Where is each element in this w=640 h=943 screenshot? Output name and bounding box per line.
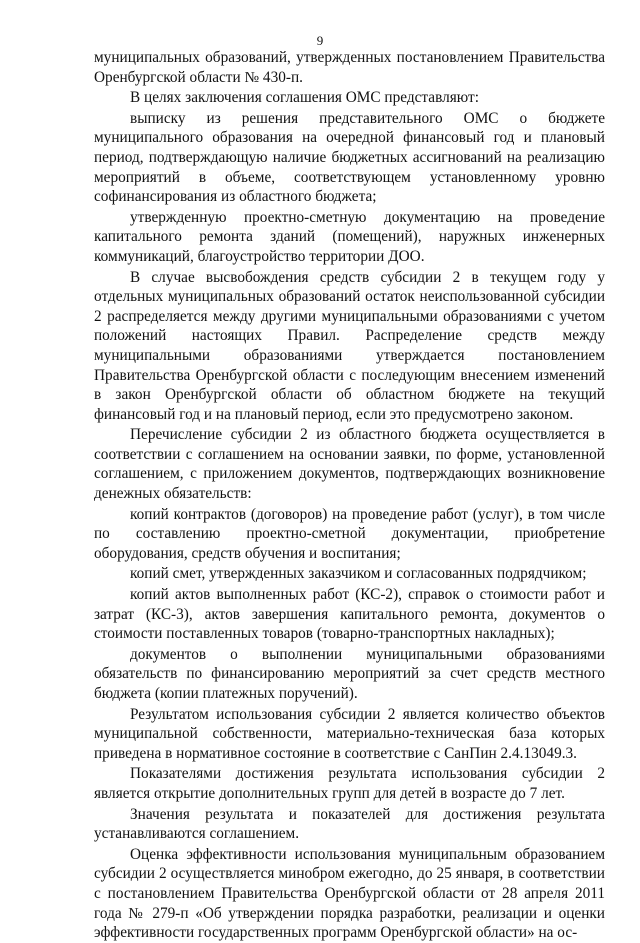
paragraph-values: Значения результата и показателей для достижения результата устанавливаются соглашением. <box>94 805 605 843</box>
paragraph-oms-intro: В целях заключения соглашения ОМС представляют: <box>130 89 479 107</box>
paragraph-indicators: Показателями достижения результата использования субсидии 2 является открытие дополнительных групп для детей в возрасте до 7 лет. <box>94 765 605 802</box>
paragraph-efficiency: Оценка эффективности использования муниципальным образованием субсидии 2 осуществляется минобром ежегодно, до 25 января, в соответствии с постановлением Правительства Оренбургской области от 28 апреля 2011 года № 279-п «Об утверждении порядка разработки, реализации и оценки эффективности государственных программ Оренбургской области» на ос- <box>94 845 605 942</box>
page-number: 9 <box>316 33 324 48</box>
paragraph-contracts: копий контрактов (договоров) на проведение работ (услуг), в том числе по составлению проектно-сметной документации, приобретение оборудования, средств обучения и воспитания; <box>94 505 605 562</box>
paragraph-budget-extract: выписку из решения представительного ОМС о бюджете муниципального образования на очередной финансовый год и плановый период, подтверждающую наличие бюджетных ассигнований на реализацию мероприятий в объеме, соответствующем установленному уровню софинансирования из областного бюджета; <box>94 109 605 206</box>
paragraph-redistribution: В случае высвобождения средств субсидии 2 в текущем году у отдельных муниципальных образований остаток неиспользованной субсидии 2 распределяется между другими муниципальными образованиями с учетом положений настоящих Правил. Распределение средств между муниципальными образованиями утверждается постановлением Правительства Оренбургской области с последующим внесением изменений в закон Оренбургской области об областном бюджете на текущий финансовый год и на плановый период, если это предусмотрено законом. <box>94 268 605 423</box>
paragraph-continuation: муниципальных образований, утвержденных постановлением Правительства Оренбургской области № 430-п. <box>94 49 605 86</box>
paragraph-design-documentation: утвержденную проектно-сметную документацию на проведение капитального ремонта зданий (помещений), наружных инженерных коммуникаций, благоустройство территории ДОО. <box>94 208 605 265</box>
paragraph-transfer: Перечисление субсидии 2 из областного бюджета осуществляется в соответствии с соглашением на основании заявки, по форме, установленной соглашением, с приложением документов, подтверждающих возникновение денежных обязательств: <box>94 426 605 503</box>
paragraph-acts: копий актов выполненных работ (КС-2), справок о стоимости работ и затрат (КС-3), актов завершения капитального ремонта, документов о стоимости поставленных товаров (товарно-транспортных накладных); <box>94 586 605 643</box>
paragraph-estimates: копий смет, утвержденных заказчиком и согласованных подрядчиком; <box>130 565 587 583</box>
paragraph-result: Результатом использования субсидии 2 является количество объектов муниципальной собственности, материально-техническая база которых приведена в нормативное состояние в соответствие с СанПин 2.4.13049.3. <box>94 705 605 762</box>
paragraph-obligations: документов о выполнении муниципальными образованиями обязательств по финансированию мероприятий за счет средств местного бюджета (копии платежных поручений). <box>94 645 605 702</box>
document-body <box>94 48 605 943</box>
